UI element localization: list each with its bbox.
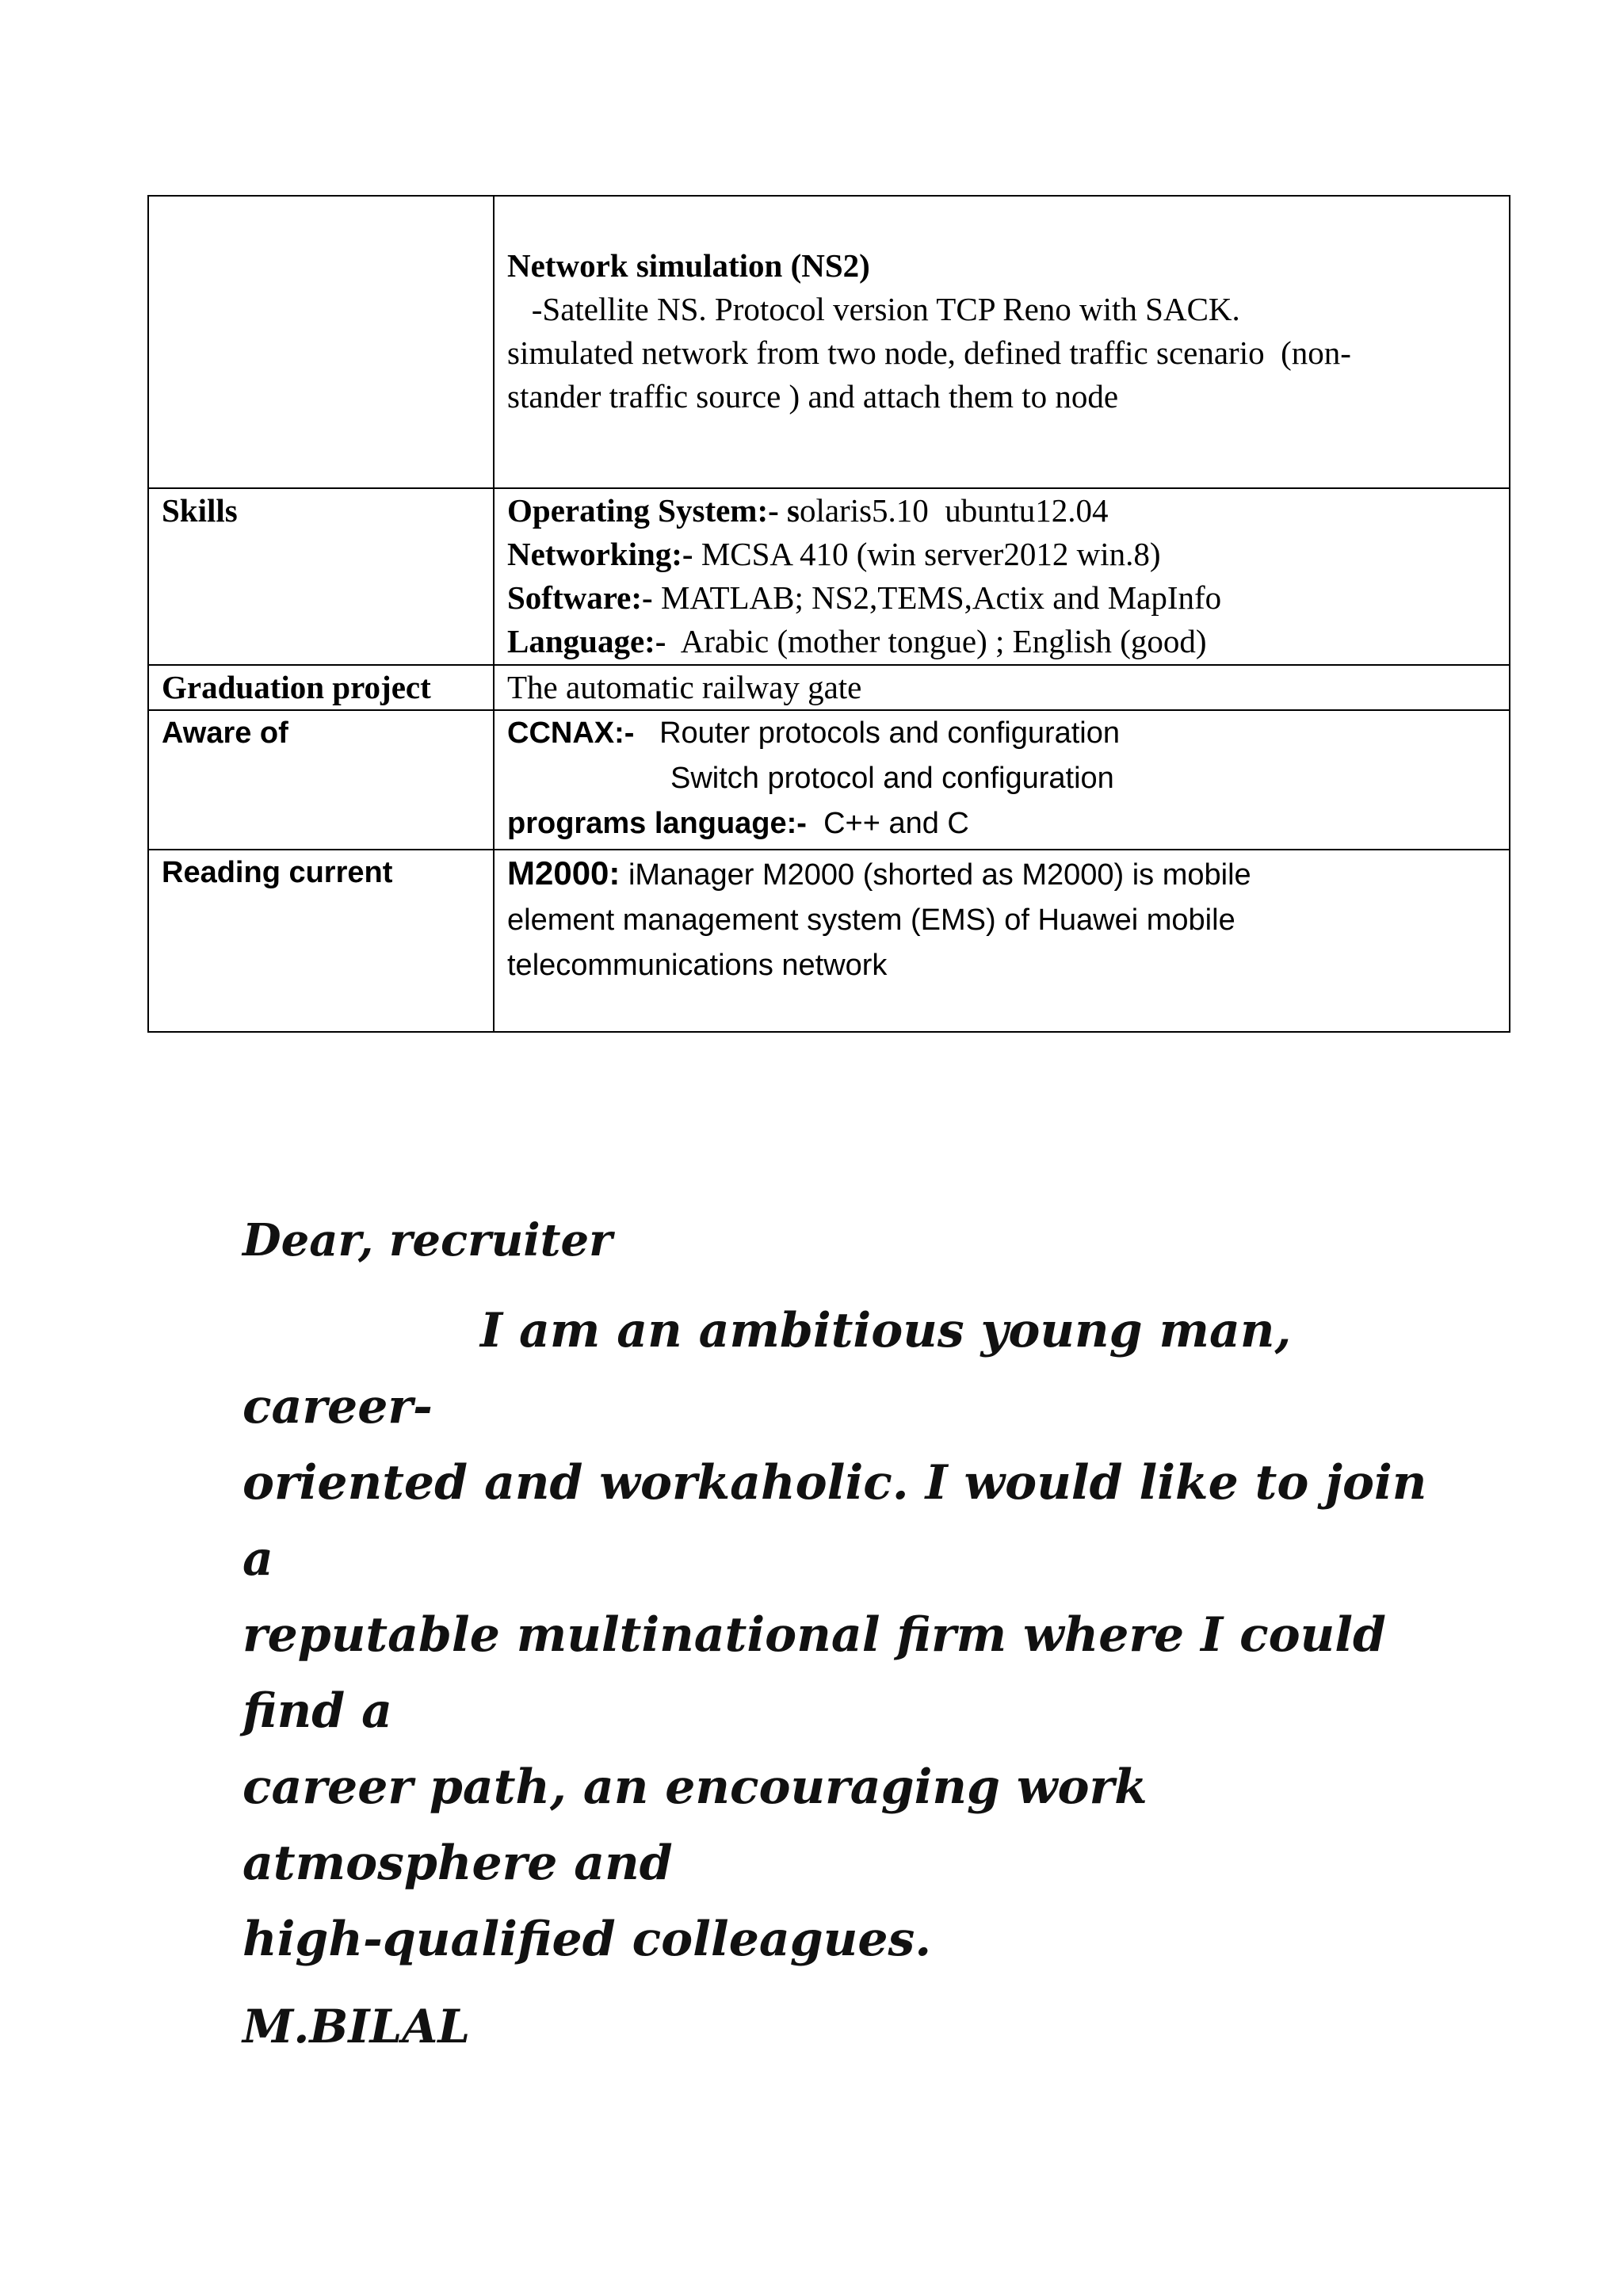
- skill-operating-system: [507, 489, 1496, 533]
- ccnax-value-1: Router protocols and configuration: [634, 716, 1121, 750]
- reading-line-1: [507, 850, 1496, 898]
- reading-line-3: telecommunications network: [507, 949, 888, 982]
- letter-line-5: high-qualified colleagues.: [242, 1912, 932, 1967]
- row-label-empty: [148, 196, 494, 488]
- programs-language-line: [507, 801, 1496, 846]
- network-simulation-line-2: simulated network from two node, defined traffic scenario (non-: [507, 334, 1351, 371]
- m2000-key: M2000:: [507, 854, 621, 892]
- network-simulation-heading: Network simulation (NS2): [507, 247, 870, 284]
- cover-letter: [242, 1209, 1431, 2058]
- letter-signature: M.BILAL: [242, 2000, 471, 2053]
- letter-greeting: Dear, recruiter: [242, 1214, 613, 1266]
- ccnax-line-2: Switch protocol and configuration: [670, 762, 1114, 795]
- ccnax-key: CCNAX:-: [507, 716, 635, 750]
- letter-line-1: I am an ambitious young man, career-: [242, 1303, 1292, 1435]
- skill-key: Language:-: [507, 623, 666, 659]
- cv-table: [147, 195, 1510, 1033]
- letter-line-2: oriented and workaholic. I would like to join a: [242, 1455, 1427, 1587]
- network-simulation-line-3: stander traffic source ) and attach them to node: [507, 378, 1119, 415]
- skills-label: Skills: [148, 488, 494, 665]
- reading-text-1: iManager M2000 (shorted as M2000) is mobile: [620, 858, 1251, 892]
- reading-line-2: element management system (EMS) of Huawei mobile: [507, 904, 1235, 937]
- aware-of-cell: [494, 710, 1510, 850]
- skill-key: Operating System:- s: [507, 492, 800, 529]
- network-simulation-cell: [494, 196, 1510, 488]
- skill-value: MATLAB; NS2,TEMS,Actix and MapInfo: [652, 579, 1222, 616]
- table-row-aware-of: [148, 710, 1510, 850]
- table-row-skills: [148, 488, 1510, 665]
- programs-language-key: programs language:-: [507, 807, 807, 840]
- letter-body: [242, 1293, 1431, 1977]
- skill-value: Arabic (mother tongue) ; English (good): [666, 623, 1207, 659]
- letter-line-4: career path, an encouraging work atmosphere and: [242, 1759, 1148, 1891]
- reading-current-cell: [494, 850, 1510, 1032]
- network-simulation-line-1: -Satellite NS. Protocol version TCP Reno with SACK.: [507, 291, 1240, 327]
- graduation-value: The automatic railway gate: [494, 665, 1510, 710]
- skill-software: [507, 576, 1496, 620]
- skill-networking: [507, 533, 1496, 576]
- aware-of-label: Aware of: [148, 710, 494, 850]
- programs-language-value: C++ and C: [806, 807, 969, 840]
- skill-value: olaris5.10 ubuntu12.04: [799, 492, 1109, 529]
- skill-key: Networking:-: [507, 536, 693, 572]
- table-row-network-simulation: [148, 196, 1510, 488]
- skill-key: Software:-: [507, 579, 653, 616]
- letter-line-3: reputable multinational firm where I could find a: [242, 1607, 1386, 1739]
- skill-language: [507, 620, 1496, 663]
- table-row-reading-current: [148, 850, 1510, 1032]
- skills-cell: [494, 488, 1510, 665]
- skill-value: MCSA 410 (win server2012 win.8): [693, 536, 1161, 572]
- graduation-label: Graduation project: [148, 665, 494, 710]
- reading-current-label: Reading current: [148, 850, 494, 1032]
- table-row-graduation: [148, 665, 1510, 710]
- ccnax-line-1: [507, 711, 1496, 756]
